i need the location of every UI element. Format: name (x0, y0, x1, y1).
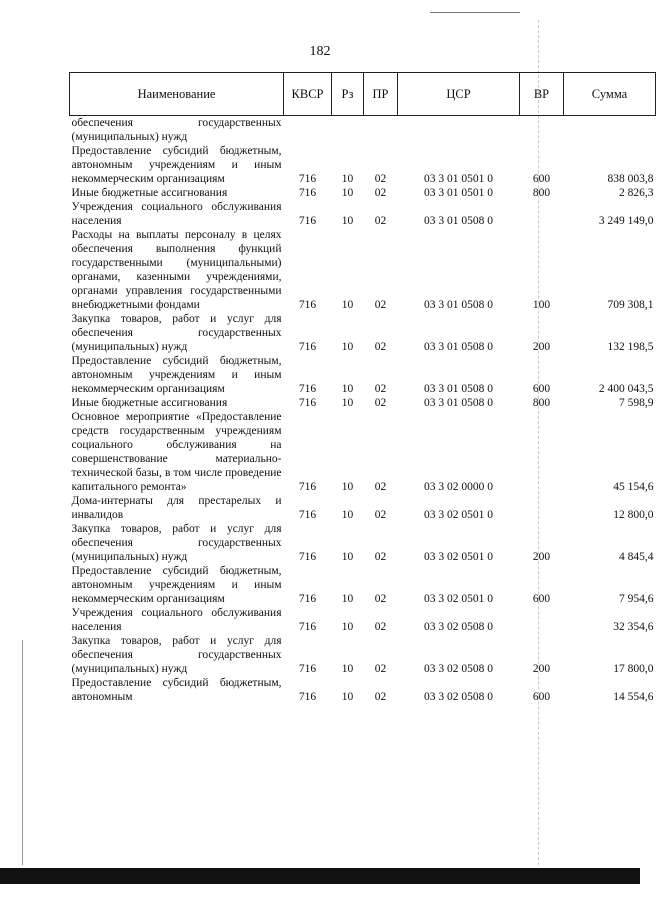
row-name: Закупка товаров, работ и услуг для обеспечения государственных (муниципальных) нужд (71, 523, 282, 563)
row-vr (520, 200, 564, 228)
header-pr: ПР (364, 73, 398, 116)
row-vr: 800 (532, 397, 551, 409)
row-rz: 10 (341, 691, 354, 703)
row-vr: 200 (532, 551, 551, 563)
table-row (70, 676, 656, 704)
table-row (70, 606, 656, 634)
row-kvsr: 716 (298, 341, 317, 353)
row-name: Закупка товаров, работ и услуг для обеспечения государственных (муниципальных) нужд (71, 635, 282, 675)
row-sum: 45 154,6 (613, 481, 654, 493)
header-rz: Рз (332, 73, 364, 116)
row-kvsr: 716 (298, 215, 317, 227)
row-vr: 100 (532, 299, 551, 311)
row-csr: 03 3 01 0508 0 (424, 215, 493, 227)
row-name: Учреждения социального обслуживания населения (71, 201, 282, 227)
row-csr: 03 3 02 0508 0 (424, 691, 493, 703)
row-kvsr: 716 (298, 173, 317, 185)
row-pr: 02 (374, 663, 387, 675)
row-kvsr: 716 (298, 691, 317, 703)
row-vr (520, 116, 564, 145)
row-kvsr: 716 (298, 509, 317, 521)
row-vr: 600 (532, 593, 551, 605)
row-sum: 12 800,0 (613, 509, 654, 521)
row-rz: 10 (341, 593, 354, 605)
row-name: Предоставление субсидий бюджетным, автономным учреждениям и иным некоммерческим организациям (71, 145, 282, 185)
row-name: Иные бюджетные ассигнования (71, 397, 228, 409)
row-sum: 2 826,3 (619, 187, 654, 199)
table-row (70, 312, 656, 354)
row-csr: 03 3 02 0000 0 (424, 481, 493, 493)
scan-bottom-bar (0, 868, 640, 884)
row-csr: 03 3 02 0501 0 (424, 509, 493, 521)
row-kvsr (284, 116, 332, 145)
row-sum: 14 554,6 (613, 691, 654, 703)
header-vr: ВР (520, 73, 564, 116)
row-vr: 600 (532, 383, 551, 395)
row-rz: 10 (341, 383, 354, 395)
header-name: Наименование (70, 73, 284, 116)
row-sum (564, 116, 656, 145)
row-sum: 132 198,5 (607, 341, 654, 353)
table-row (70, 200, 656, 228)
row-rz: 10 (341, 621, 354, 633)
row-sum: 17 800,0 (613, 663, 654, 675)
row-pr: 02 (374, 341, 387, 353)
row-pr: 02 (374, 187, 387, 199)
row-csr: 03 3 01 0508 0 (424, 383, 493, 395)
row-kvsr: 716 (298, 397, 317, 409)
row-sum: 7 598,9 (619, 397, 654, 409)
row-kvsr: 716 (298, 481, 317, 493)
row-rz: 10 (341, 551, 354, 563)
table-row (70, 564, 656, 606)
row-vr (520, 606, 564, 634)
row-sum: 7 954,6 (619, 593, 654, 605)
row-pr: 02 (374, 173, 387, 185)
table-row (70, 634, 656, 676)
row-pr (364, 116, 398, 145)
row-kvsr: 716 (298, 299, 317, 311)
row-pr: 02 (374, 383, 387, 395)
table-row (70, 354, 656, 396)
row-sum: 2 400 043,5 (598, 383, 654, 395)
row-vr (520, 410, 564, 494)
row-csr: 03 3 01 0508 0 (424, 397, 493, 409)
table-row (70, 522, 656, 564)
row-csr: 03 3 01 0501 0 (424, 173, 493, 185)
row-kvsr: 716 (298, 593, 317, 605)
row-csr: 03 3 02 0508 0 (424, 663, 493, 675)
top-rule (430, 12, 520, 13)
row-vr: 600 (532, 691, 551, 703)
table-header-row (70, 73, 656, 116)
row-vr: 800 (532, 187, 551, 199)
row-name: Расходы на выплаты персоналу в целях обеспечения выполнения функций государственными (муниципальными) органами, казенными учреждениями, органами управления государственными внебюджетными фондами (71, 229, 282, 311)
row-name: Основное мероприятие «Предоставление средств государственным учреждениям социального обслуживания на совершенствование материально-технической базы, в том числе проведение капитального ремонта» (71, 411, 282, 493)
row-rz: 10 (341, 187, 354, 199)
table-row (70, 186, 656, 200)
row-rz: 10 (341, 509, 354, 521)
budget-table (69, 72, 656, 704)
row-rz: 10 (341, 397, 354, 409)
row-kvsr: 716 (298, 383, 317, 395)
row-sum: 709 308,1 (607, 299, 654, 311)
scan-left-edge (22, 640, 23, 865)
table-row (70, 494, 656, 522)
row-name: Предоставление субсидий бюджетным, автономным учреждениям и иным некоммерческим организациям (71, 355, 282, 395)
row-csr: 03 3 01 0508 0 (424, 341, 493, 353)
row-pr: 02 (374, 509, 387, 521)
row-name: Предоставление субсидий бюджетным, автономным учреждениям и иным некоммерческим организациям (71, 565, 282, 605)
row-pr: 02 (374, 691, 387, 703)
row-csr: 03 3 02 0501 0 (424, 593, 493, 605)
row-vr: 200 (532, 341, 551, 353)
row-rz: 10 (341, 341, 354, 353)
row-pr: 02 (374, 299, 387, 311)
row-pr: 02 (374, 397, 387, 409)
table-row (70, 396, 656, 410)
header-csr: ЦСР (398, 73, 520, 116)
row-rz: 10 (341, 299, 354, 311)
row-csr (398, 116, 520, 145)
table-row (70, 410, 656, 494)
row-vr (520, 494, 564, 522)
row-sum: 4 845,4 (619, 551, 654, 563)
row-name: Учреждения социального обслуживания населения (71, 607, 282, 633)
table-row (70, 228, 656, 312)
row-pr: 02 (374, 551, 387, 563)
row-csr: 03 3 01 0508 0 (424, 299, 493, 311)
row-name: обеспечения государственных (муниципальных) нужд (71, 117, 282, 143)
row-name: Иные бюджетные ассигнования (71, 187, 228, 199)
row-pr: 02 (374, 481, 387, 493)
row-rz: 10 (341, 173, 354, 185)
table-row (70, 116, 656, 145)
row-csr: 03 3 01 0501 0 (424, 187, 493, 199)
row-sum: 32 354,6 (613, 621, 654, 633)
row-vr: 200 (532, 663, 551, 675)
row-sum: 838 003,8 (607, 173, 654, 185)
row-rz (332, 116, 364, 145)
page-number: 182 (309, 44, 331, 59)
row-name: Закупка товаров, работ и услуг для обеспечения государственных (муниципальных) нужд (71, 313, 282, 353)
header-sum: Сумма (564, 73, 656, 116)
row-name: Дома-интернаты для престарелых и инвалидов (71, 495, 282, 521)
row-sum: 3 249 149,0 (598, 215, 654, 227)
row-pr: 02 (374, 215, 387, 227)
row-kvsr: 716 (298, 551, 317, 563)
row-rz: 10 (341, 215, 354, 227)
row-vr: 600 (532, 173, 551, 185)
row-kvsr: 716 (298, 621, 317, 633)
row-csr: 03 3 02 0508 0 (424, 621, 493, 633)
row-rz: 10 (341, 481, 354, 493)
row-pr: 02 (374, 621, 387, 633)
row-rz: 10 (341, 663, 354, 675)
row-kvsr: 716 (298, 187, 317, 199)
row-name: Предоставление субсидий бюджетным, автономным (71, 677, 282, 703)
row-pr: 02 (374, 593, 387, 605)
row-kvsr: 716 (298, 663, 317, 675)
row-csr: 03 3 02 0501 0 (424, 551, 493, 563)
table-row (70, 144, 656, 186)
header-kvsr: КВСР (284, 73, 332, 116)
